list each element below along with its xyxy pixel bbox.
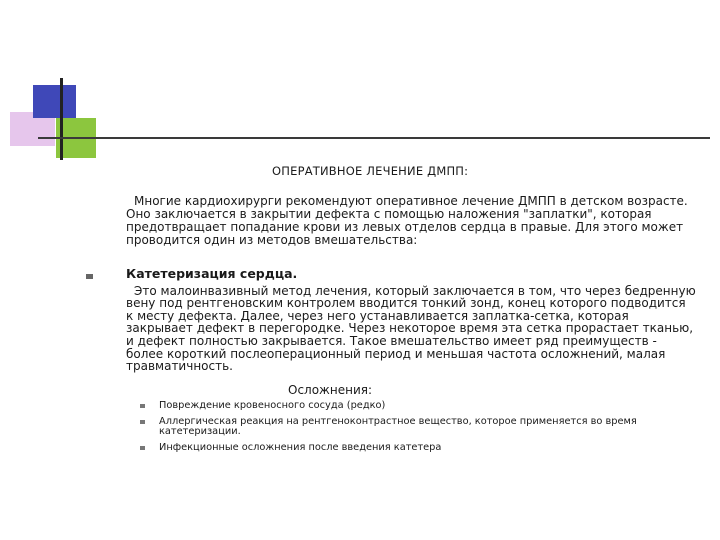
square-bullet-icon xyxy=(140,404,145,408)
square-bullet-icon xyxy=(86,274,93,279)
intro-paragraph xyxy=(126,195,694,247)
list-item xyxy=(140,401,680,412)
list-item xyxy=(140,443,680,454)
section-heading: Катетеризация сердца. xyxy=(126,266,298,281)
intro-text: Многие кардиохирурги рекомендуют оперативное лечение ДМПП в детском возрасте. Оно заключается в закрытии дефекта с помощью наложения "заплатки", которая предотвращает попадание крови из левых отделов сердца в правые. Для этого может проводится один из методов вмешательства: xyxy=(126,194,688,247)
complication-text: Аллергическая реакция на рентгеноконтрастное вещество, которое применяется во время катетеризации. xyxy=(159,415,637,437)
slide-title: ОПЕРАТИВНОЕ ЛЕЧЕНИЕ ДМПП: xyxy=(272,164,469,178)
complications-label: Осложнения: xyxy=(288,383,372,397)
complication-text: Инфекционные осложнения после введения катетера xyxy=(159,441,442,453)
catheterization-section xyxy=(126,268,696,373)
decor-horizontal-rule xyxy=(38,137,710,139)
square-bullet-icon xyxy=(140,446,145,450)
complications-list xyxy=(140,401,680,458)
decor-vertical-line xyxy=(60,78,63,160)
square-bullet-icon xyxy=(140,420,145,424)
section-description xyxy=(126,285,696,373)
section-description-text: Это малоинвазивный метод лечения, который заключается в том, что через бедренную вену под рентгеновским контролем вводится тонкий зонд, конец которого подводится к месту дефекта. Далее, через него устанавливается заплатка-сетка, которая закрывает дефект в перегородке. Через некоторое время эта сетка прорастает тканью, и дефект полностью закрывается. Такое вмешательство имеет ряд преимуществ - более короткий послеоперационный период и меньшая частота осложнений, малая травматичность. xyxy=(126,283,696,374)
complication-text: Повреждение кровеносного сосуда (редко) xyxy=(159,400,386,411)
decor-blue-square xyxy=(33,85,76,118)
list-item xyxy=(140,417,680,438)
